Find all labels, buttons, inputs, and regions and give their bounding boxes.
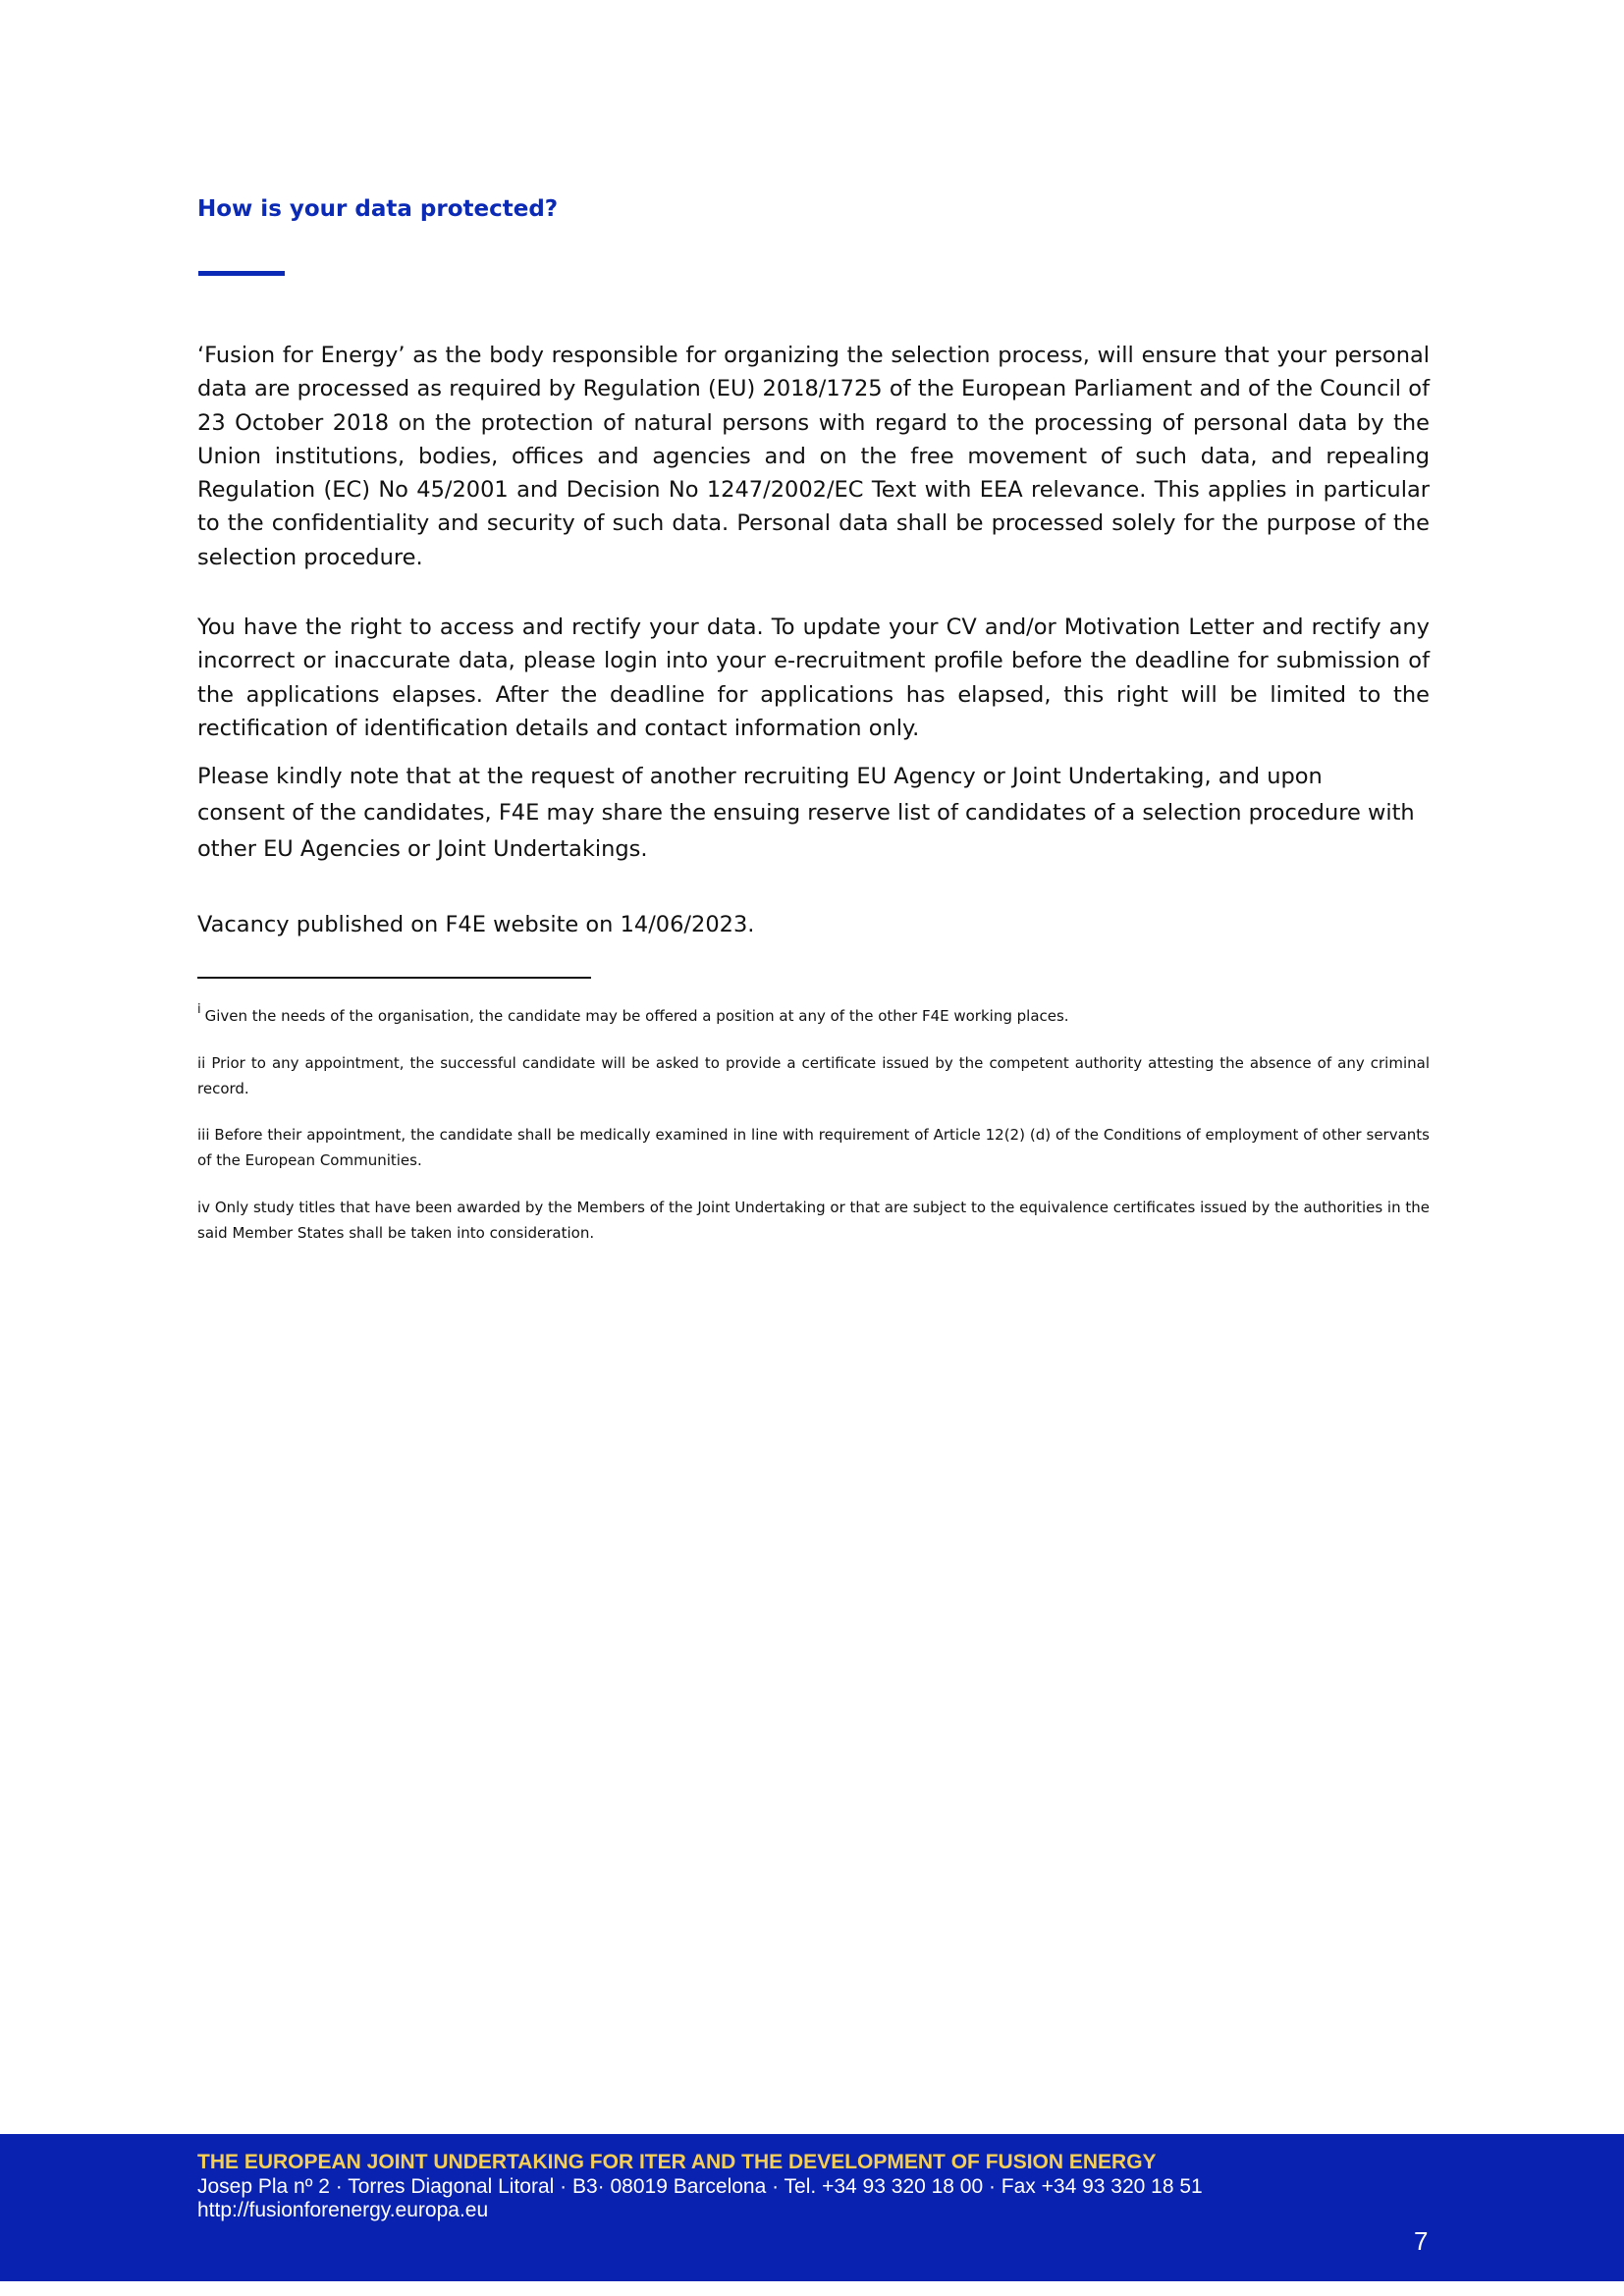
footer-address: Josep Pla nº 2 · Torres Diagonal Litoral · B3· 08019 Barcelona · Tel. +34 93 320 18 00 · Fax +34 93 320 18 51 xyxy=(197,2175,1203,2198)
footnote-iii: iii Before their appointment, the candidate shall be medically examined in line with requirement of Article 12(2) (d) of the Conditions of employment of other servants of the European Communities. xyxy=(197,1126,1430,1169)
footer-website-link[interactable]: http://fusionforenergy.europa.eu xyxy=(197,2199,489,2221)
footnote-ii: ii Prior to any appointment, the successful candidate will be asked to provide a certificate issued by the competent authority attesting the absence of any criminal record. xyxy=(197,1054,1430,1097)
page-footer xyxy=(0,2134,1624,2281)
section-heading: How is your data protected? xyxy=(197,196,559,222)
footnote-mark: i xyxy=(197,1002,201,1017)
footnote-separator xyxy=(197,977,591,979)
paragraph-publication-date: Vacancy published on F4E website on 14/06/2023. xyxy=(197,912,755,937)
footer-organisation-title: THE EUROPEAN JOINT UNDERTAKING FOR ITER AND THE DEVELOPMENT OF FUSION ENERGY xyxy=(197,2151,1157,2173)
paragraph-reserve-list-sharing: Please kindly note that at the request of another recruiting EU Agency or Joint Undertaking, and upon consent of the candidates, F4E may share the ensuing reserve list of candidates of a selection procedure with other EU Agencies or Joint Undertakings. xyxy=(197,764,1415,862)
footnote-text: Given the needs of the organisation, the candidate may be offered a position at any of the other F4E working places. xyxy=(204,1007,1069,1025)
footnote-iv: iv Only study titles that have been awarded by the Members of the Joint Undertaking or that are subject to the equivalence certificates issued by the authorities in the said Member States shall be taken into consideration. xyxy=(197,1199,1430,1242)
footnote-i xyxy=(197,997,1430,1029)
paragraph-access-rights: You have the right to access and rectify your data. To update your CV and/or Motivation Letter and rectify any incorrect or inaccurate data, please login into your e-recruitment profile before the deadline for submission of the applications elapses. After the deadline for applications has elapsed, this right will be limited to the rectification of identification details and contact information only. xyxy=(197,614,1430,741)
heading-underline xyxy=(198,271,285,276)
paragraph-data-protection: ‘Fusion for Energy’ as the body responsible for organizing the selection process, will ensure that your personal data are processed as required by Regulation (EU) 2018/1725 of the European Parliament and of the Council of 23 October 2018 on the protection of natural persons with regard to the processing of personal data by the Union institutions, bodies, offices and agencies and on the free movement of such data, and repealing Regulation (EC) No 45/2001 and Decision No 1247/2002/EC Text with EEA relevance. This applies in particular to the confidentiality and security of such data. Personal data shall be processed solely for the purpose of the selection procedure. xyxy=(197,343,1430,570)
page-number: 7 xyxy=(1414,2226,1429,2256)
